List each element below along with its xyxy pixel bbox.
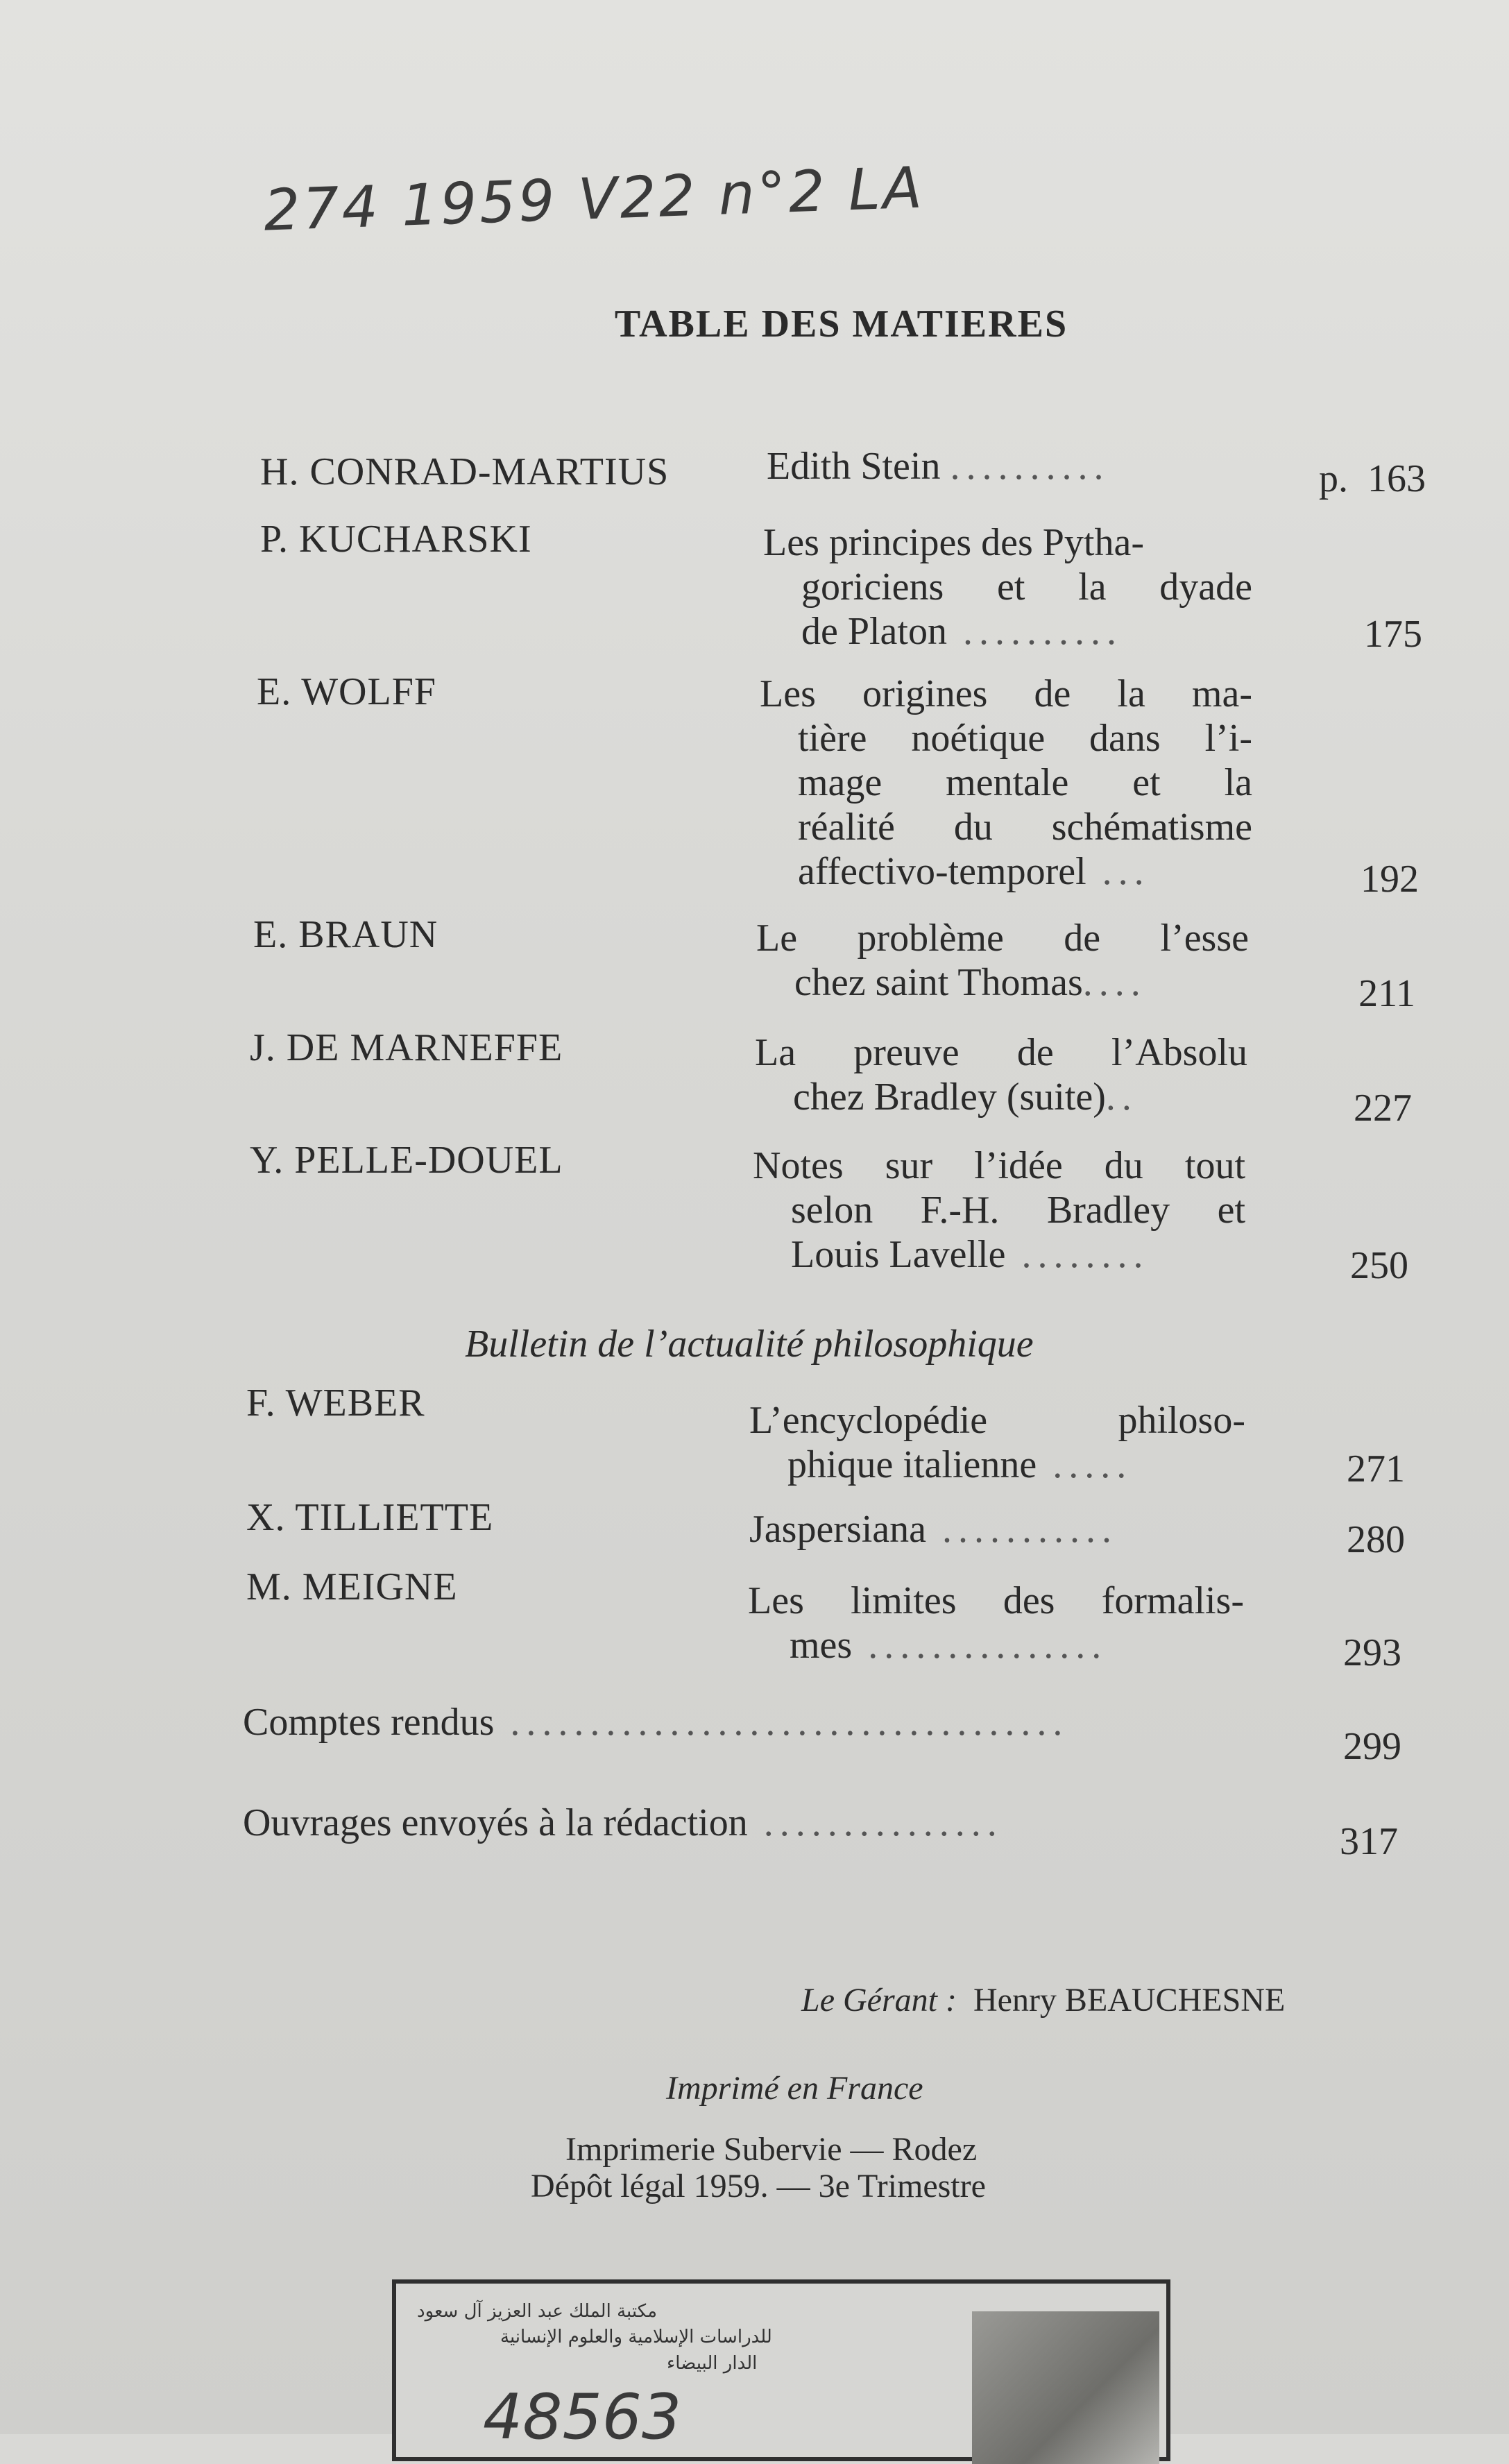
entry-title-line: de Platon xyxy=(801,610,947,653)
entry-title: Edith Stein .......... xyxy=(767,445,1110,488)
entry-title: La preuve de l’Absolu chez Bradley (suite).. xyxy=(755,1031,1247,1119)
stamp-emblem xyxy=(972,2311,1159,2464)
gerant-name: Henry BEAUCHESNE xyxy=(973,1982,1286,2019)
entry-page: 175 xyxy=(1364,613,1422,656)
entry-title-line: selon F.-H. Bradley et xyxy=(791,1189,1245,1232)
entry-title-line: réalité du schématisme xyxy=(798,806,1252,849)
entry-author: E. WOLFF xyxy=(257,670,436,713)
entry-title-line: mes xyxy=(790,1624,853,1667)
entry-title-line: L’encyclopédie philoso- xyxy=(749,1399,1245,1442)
entry-author: Y. PELLE-DOUEL xyxy=(250,1139,563,1182)
depot-line: Dépôt légal 1959. — 3e Trimestre xyxy=(531,2168,986,2204)
entry-title: L’encyclopédie philoso- phique italienne ..... xyxy=(749,1399,1245,1486)
stamp-line: الدار البيضاء xyxy=(667,2353,758,2374)
entry-title-line: affectivo-temporel xyxy=(798,850,1086,893)
entry-author: F. WEBER xyxy=(246,1382,425,1425)
page-title: TABLE DES MATIERES xyxy=(614,303,1068,346)
entry-label: Ouvrages envoyés à la rédaction xyxy=(243,1801,748,1844)
entry-label: Comptes rendus xyxy=(243,1701,495,1744)
entry-title-line: tière noétique dans l’i- xyxy=(798,717,1252,760)
entry-title-line: Les origines de la ma- xyxy=(760,672,1252,715)
entry-title: Les origines de la ma- tière noétique dans l’i- mage mentale et la réalité du schématisme affectivo-temporel ... xyxy=(760,672,1252,893)
entry-title-line: chez saint Thomas xyxy=(794,961,1083,1004)
entry-page: 299 xyxy=(1343,1725,1401,1768)
gerant-label: Le Gérant : xyxy=(801,1982,957,2019)
gerant-line xyxy=(801,1981,1285,2019)
stamp-line: مكتبة الملك عبد العزيز آل سعود xyxy=(417,2301,658,2322)
comptes-rendus-entry: Comptes rendus ................................... xyxy=(243,1701,1069,1744)
entry-author: J. DE MARNEFFE xyxy=(250,1026,563,1069)
entry-page: 250 xyxy=(1350,1244,1408,1287)
entry-page: 211 xyxy=(1358,972,1415,1015)
entry-page: 280 xyxy=(1347,1518,1405,1561)
entry-title-line: mage mentale et la xyxy=(798,761,1252,804)
entry-title: Jaspersiana ........... xyxy=(749,1508,1118,1551)
stamp-number: 48563 xyxy=(483,2381,682,2454)
page-prefix: p. xyxy=(1319,457,1348,500)
printer-line: Imprimerie Subervie — Rodez xyxy=(565,2131,978,2168)
entry-title-line: Louis Lavelle xyxy=(791,1233,1006,1276)
imprime-line: Imprimé en France xyxy=(666,2070,923,2107)
entry-title: Les principes des Pytha- goriciens et la dyade de Platon .......... xyxy=(763,521,1252,653)
entry-page: 293 xyxy=(1343,1631,1401,1674)
entry-title-line: Le problème de l’esse xyxy=(756,917,1249,960)
bulletin-heading: Bulletin de l’actualité philosophique xyxy=(465,1323,1034,1366)
handwritten-note: 274 1959 V22 n°2 LA xyxy=(262,155,926,244)
entry-title-line: phique italienne xyxy=(787,1443,1037,1486)
entry-page: 317 xyxy=(1340,1820,1398,1863)
entry-author: E. BRAUN xyxy=(253,913,438,956)
entry-title-line: Notes sur l’idée du tout xyxy=(753,1144,1245,1187)
entry-title: Les limites des formalis- mes ............... xyxy=(748,1579,1244,1667)
entry-title-line: Les principes des Pytha- xyxy=(763,521,1144,564)
entry-title-line: Edith Stein xyxy=(767,445,941,488)
entry-author: P. KUCHARSKI xyxy=(260,518,532,561)
entry-title-line: Jaspersiana xyxy=(749,1508,927,1551)
page-number: 163 xyxy=(1367,457,1426,500)
entry-page: 192 xyxy=(1361,858,1419,901)
entry-title-line: La preuve de l’Absolu xyxy=(755,1031,1247,1074)
entry-title: Le problème de l’esse chez saint Thomas.... xyxy=(756,917,1249,1004)
entry-title: Notes sur l’idée du tout selon F.-H. Bradley et Louis Lavelle ........ xyxy=(753,1144,1245,1276)
entry-title-line: chez Bradley (suite) xyxy=(793,1076,1106,1119)
entry-page: 227 xyxy=(1354,1087,1412,1130)
ouvrages-entry: Ouvrages envoyés à la rédaction ............... xyxy=(243,1801,1003,1844)
entry-author: M. MEIGNE xyxy=(246,1565,458,1608)
entry-title-line: Les limites des formalis- xyxy=(748,1579,1244,1622)
entry-title-line: goriciens et la dyade xyxy=(801,566,1252,609)
entry-page xyxy=(1280,457,1426,501)
entry-page: 271 xyxy=(1347,1447,1405,1490)
entry-author: H. CONRAD-MARTIUS xyxy=(260,450,670,493)
stamp-line: للدراسات الإسلامية والعلوم الإنسانية xyxy=(500,2327,772,2347)
entry-author: X. TILLIETTE xyxy=(246,1496,494,1539)
